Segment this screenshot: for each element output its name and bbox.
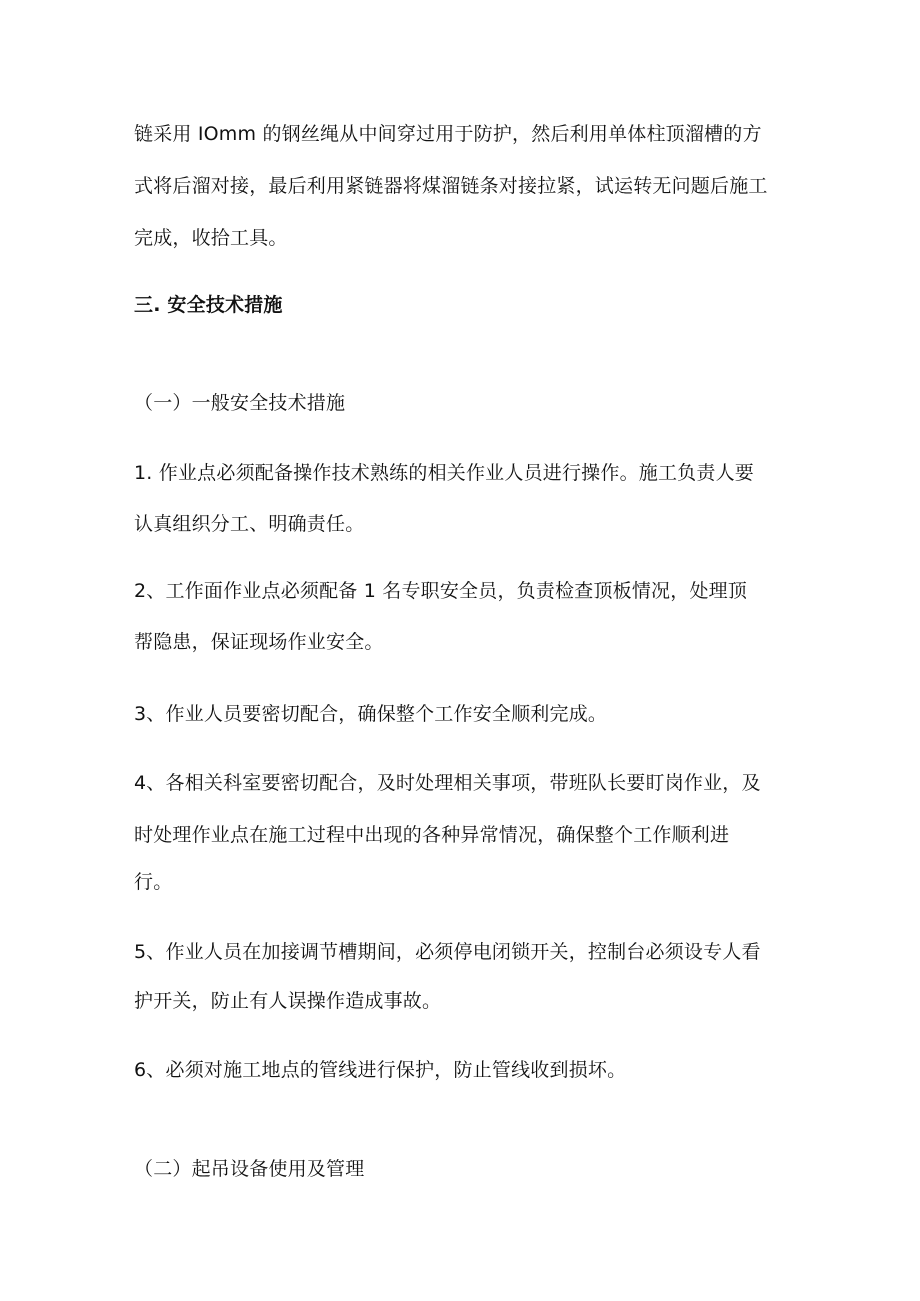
list-item-line: 3、作业人员要密切配合，确保整个工作安全顺利完成。 [134, 703, 608, 725]
paragraph-line: 式将后溜对接，最后利用紧链器将煤溜链条对接拉紧，试运转无问题后施工 [134, 175, 768, 197]
list-item-line: 1. 作业点必须配备操作技术熟练的相关作业人员进行操作。施工负责人要 [134, 462, 754, 484]
list-item-line: 行。 [134, 871, 173, 893]
subsection-title: （一）一般安全技术措施 [134, 392, 346, 414]
paragraph-line: 完成，收拾工具。 [134, 227, 288, 249]
list-item-line: 6、必须对施工地点的管线进行保护，防止管线收到损坏。 [134, 1059, 627, 1081]
list-item-line: 护开关，防止有人误操作造成事故。 [134, 990, 442, 1012]
list-item-line: 5、作业人员在加接调节槽期间，必须停电闭锁开关，控制台必须设专人看 [134, 941, 761, 963]
list-item-line: 4、各相关科室要密切配合，及时处理相关事项，带班队长要盯岗作业，及 [134, 772, 761, 794]
section-heading: 三. 安全技术措施 [134, 294, 283, 316]
list-item-line: 帮隐患，保证现场作业安全。 [134, 631, 384, 653]
subsection-title: （二）起吊设备使用及管理 [134, 1158, 365, 1180]
list-item-line: 认真组织分工、明确责任。 [134, 513, 365, 535]
paragraph-line: 链采用 IOmm 的钢丝绳从中间穿过用于防护，然后利用单体柱顶溜槽的方 [134, 123, 762, 145]
list-item-line: 时处理作业点在施工过程中出现的各种异常情况，确保整个工作顺利进 [134, 824, 730, 846]
list-item-line: 2、工作面作业点必须配备 1 名专职安全员，负责检查顶板情况，处理顶 [134, 580, 748, 602]
